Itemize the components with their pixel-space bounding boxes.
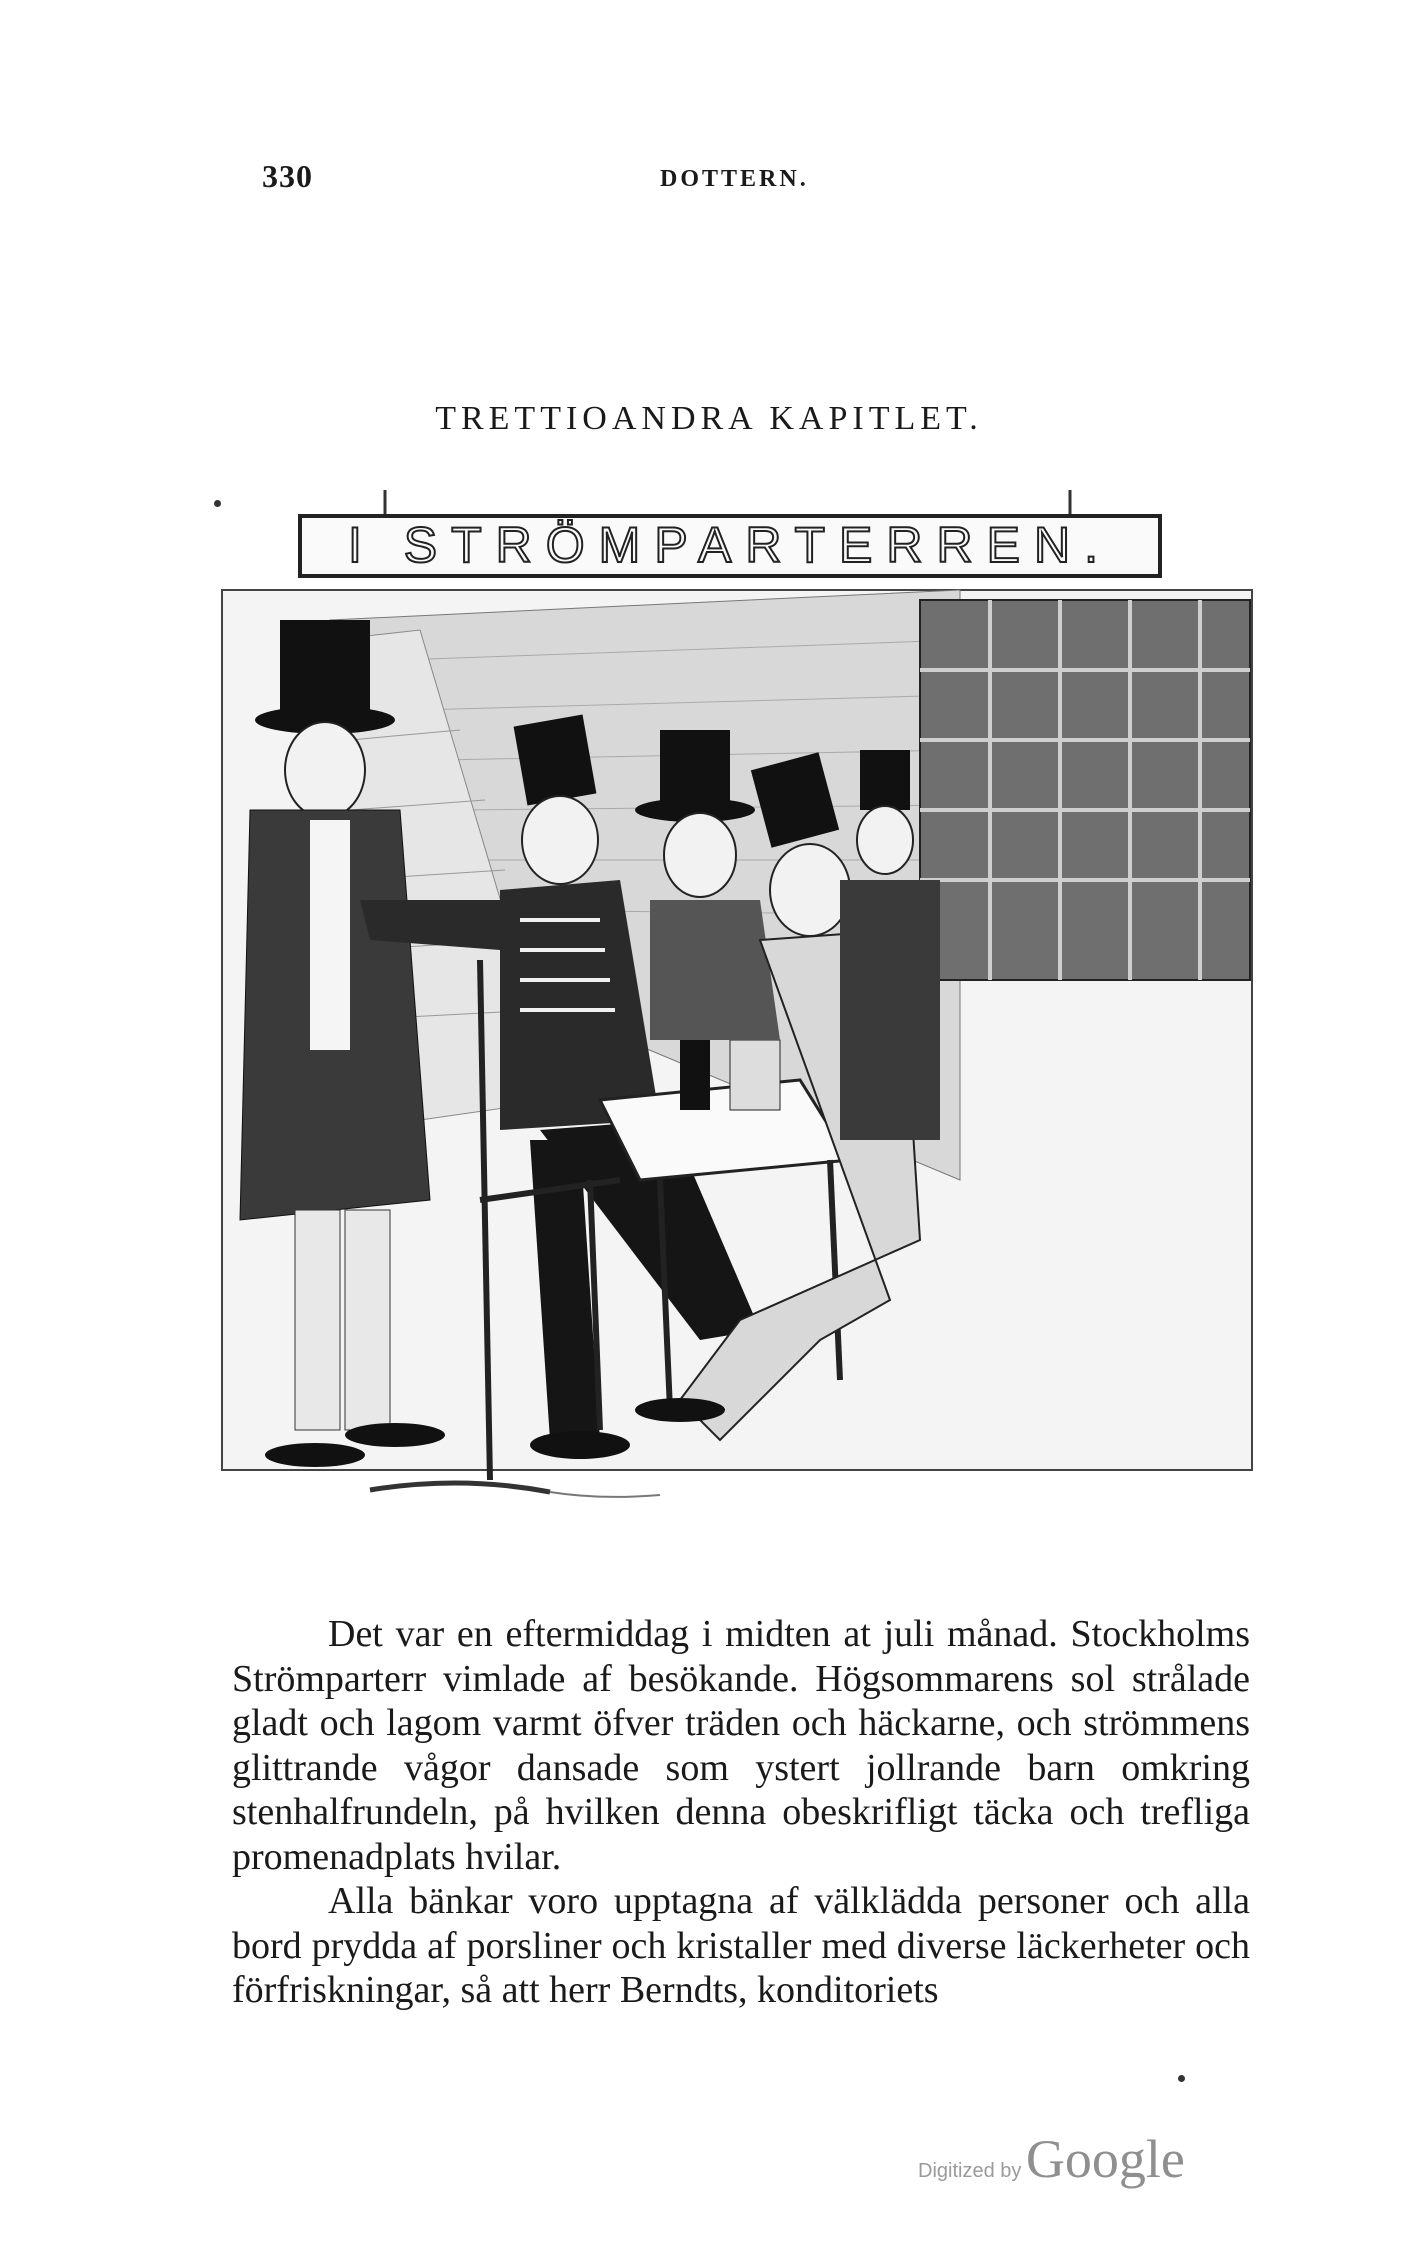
google-logo: Google — [1025, 2129, 1185, 2189]
stray-mark — [1178, 2075, 1185, 2082]
paragraph: Alla bänkar voro upptagna af välklädda personer och alla bord prydda af porsliner och kristaller med diverse läckerheter och förfriskningar, så att herr Berndts, konditoriets — [232, 1880, 1250, 2011]
sign-text: I STRÖMPARTERREN. — [348, 517, 1112, 573]
body-text — [232, 1612, 1250, 2013]
chapter-title: TRETTIOANDRA KAPITLET. — [435, 400, 983, 437]
digitized-label: Digitized by — [918, 2160, 1022, 2182]
stray-mark — [214, 500, 221, 507]
page-number: 330 — [262, 158, 313, 194]
paragraph: Det var en eftermiddag i midten at juli månad. Stockholms Strömparterr vimlade af besökande. Högsommarens sol strålade gladt och lagom varmt öfver träden och häckarne, och strömmens glittrande vågor dansade som ystert jollrande barn omkring stenhalfrundeln, på hvilken denna obeskrifligt täcka och trefliga promenadplats hvilar. — [232, 1613, 1250, 1878]
running-head: DOTTERN. — [660, 166, 809, 192]
google-watermark — [918, 2128, 1185, 2190]
illustration — [200, 480, 1260, 1600]
